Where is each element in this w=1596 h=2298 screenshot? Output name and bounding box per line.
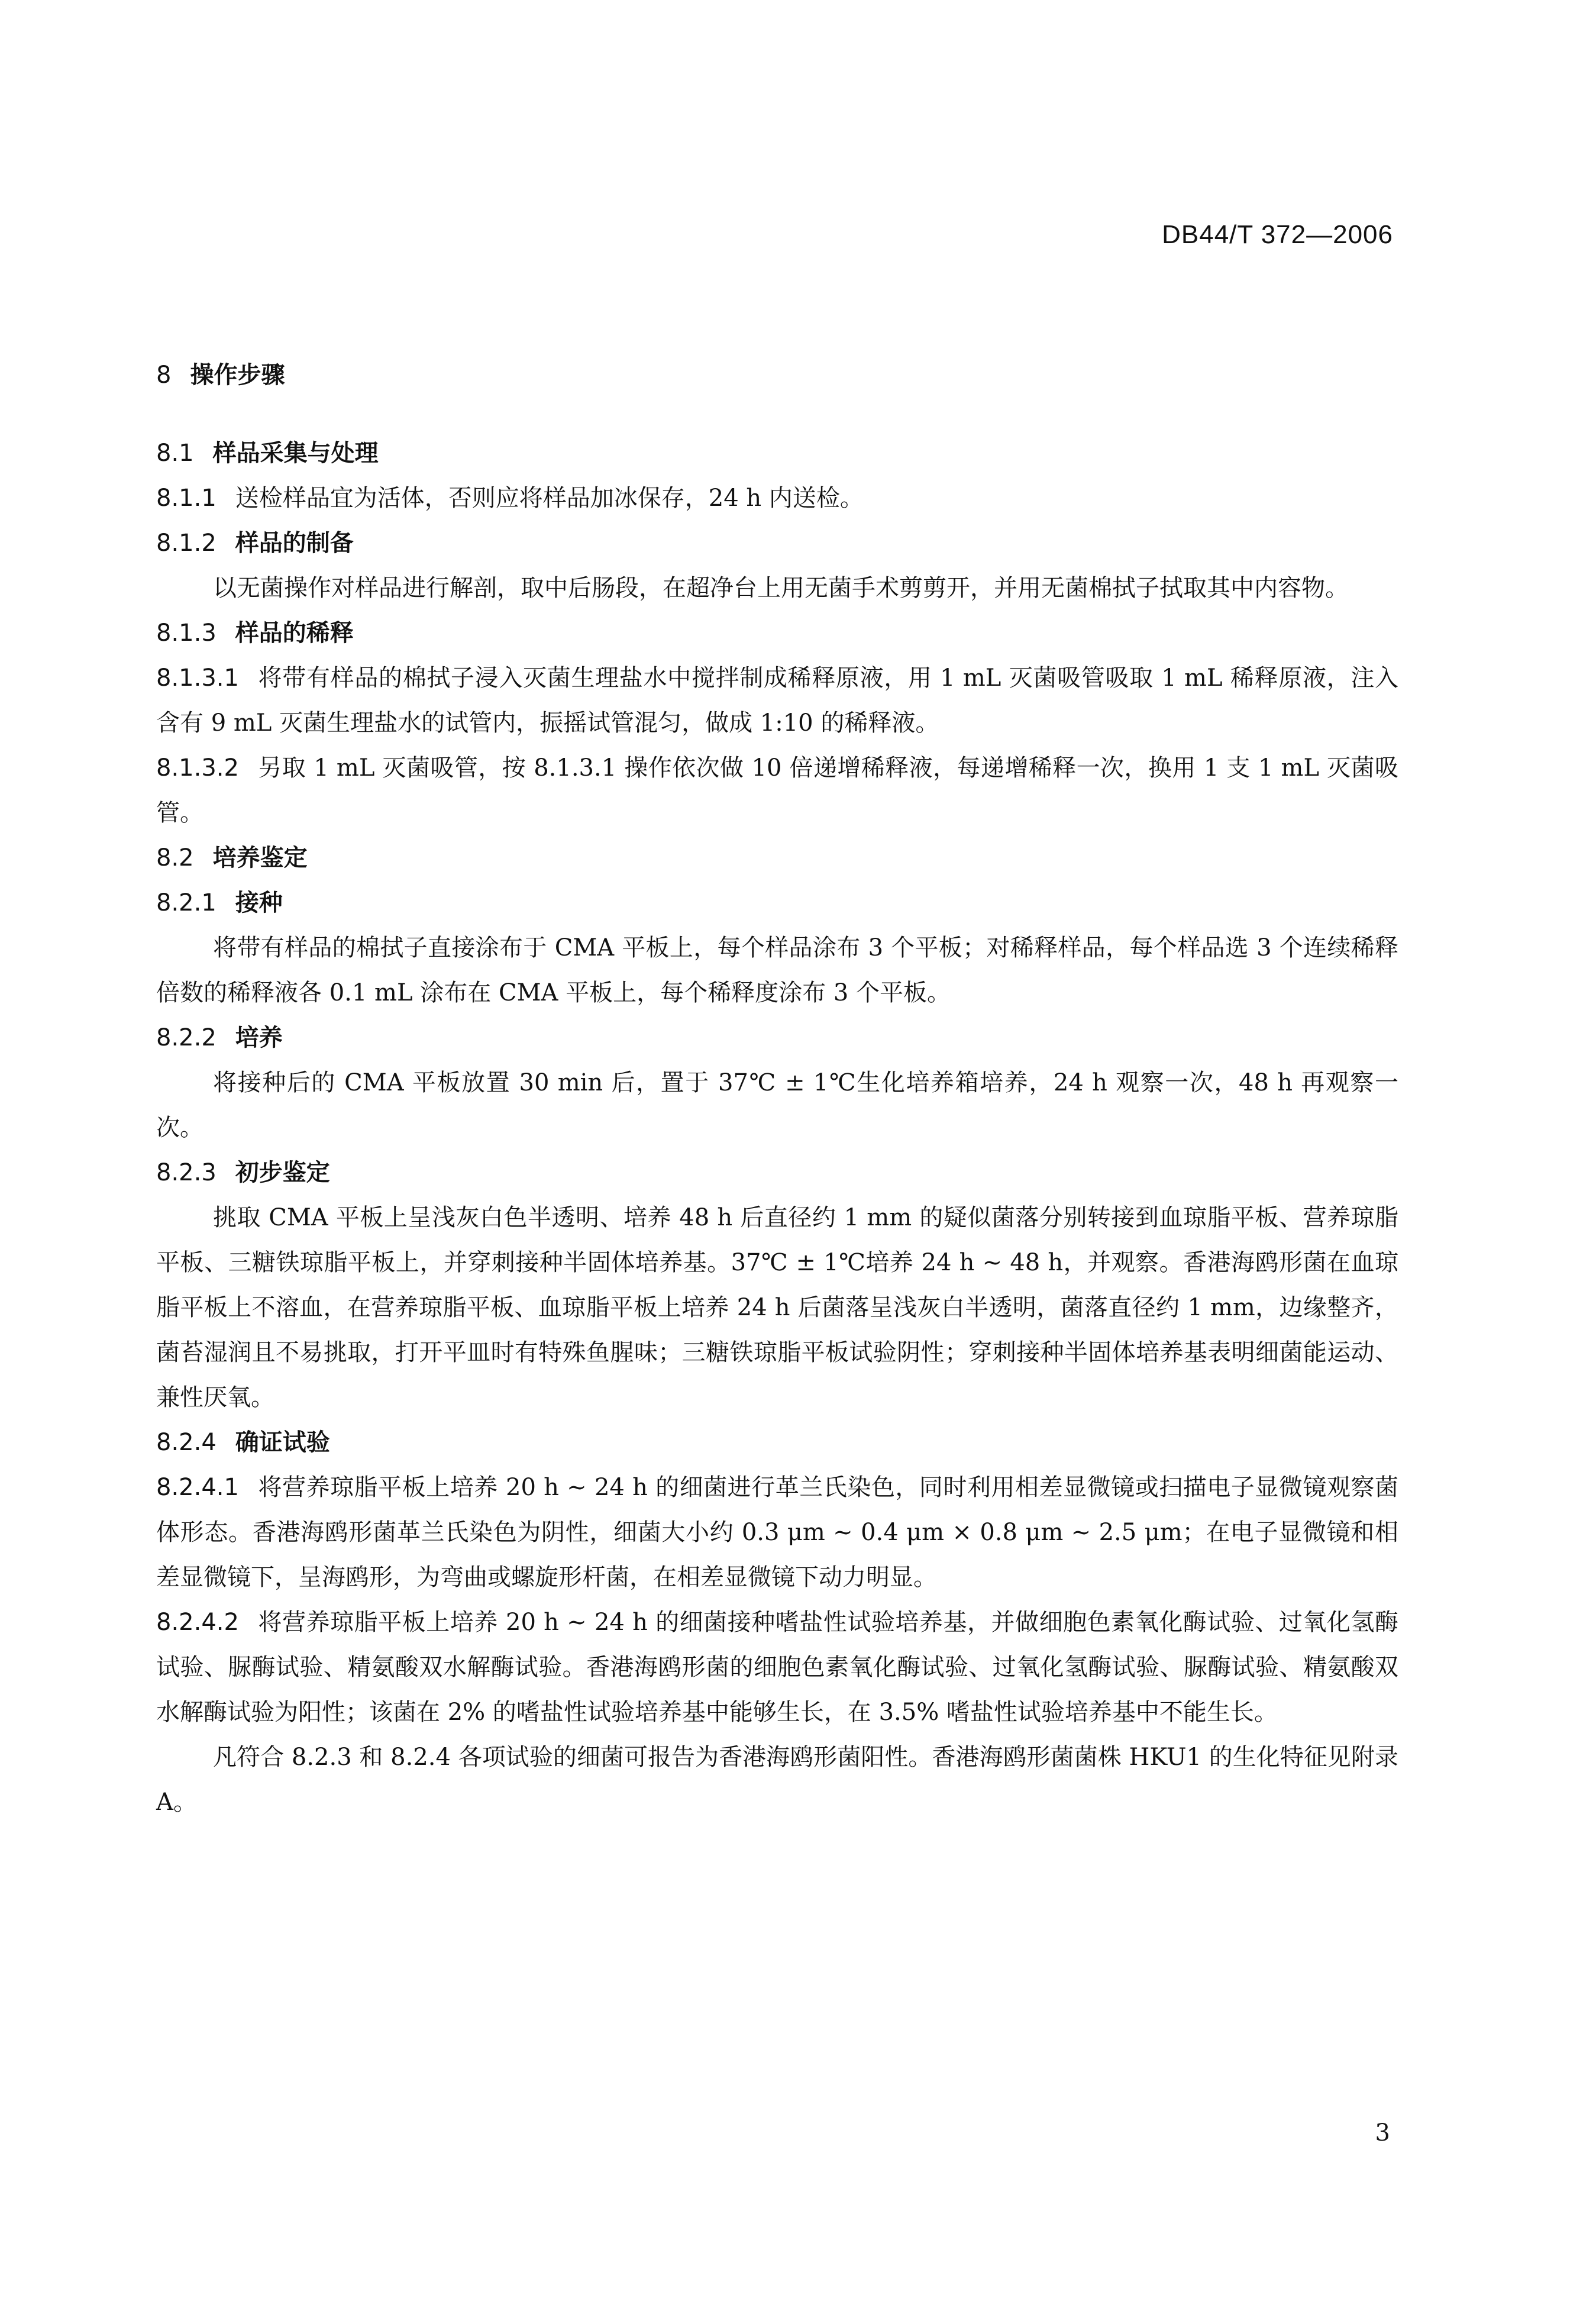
section-8-1-3-1-paragraph — [156, 656, 1398, 745]
conclusion-paragraph: 凡符合 8.2.3 和 8.2.4 各项试验的细菌可报告为香港海鸥形菌阳性。香港海鸥形菌菌株 HKU1 的生化特征见附录 A。 — [156, 1744, 1398, 1816]
section-number: 8.2.2 — [156, 1024, 217, 1051]
section-number: 8.1.3.1 — [156, 664, 239, 692]
section-title: 接种 — [235, 889, 283, 916]
section-number: 8.2.4.1 — [156, 1474, 239, 1501]
section-number: 8.1.3 — [156, 619, 217, 647]
section-8-2-heading — [156, 835, 1398, 880]
section-8-2-1-heading — [156, 880, 1398, 925]
section-title: 培养 — [235, 1024, 283, 1051]
section-title: 确证试验 — [235, 1429, 330, 1456]
paragraph-text: 将带有样品的棉拭子浸入灭菌生理盐水中搅拌制成稀释原液，用 1 mL 灭菌吸管吸取 1 mL 稀释原液，注入含有 9 mL 灭菌生理盐水的试管内，振摇试管混匀，做成 1:10 的稀释液。 — [156, 664, 1398, 737]
section-8-2-4-1-paragraph — [156, 1465, 1398, 1600]
section-8-2-2-heading — [156, 1015, 1398, 1060]
section-number: 8.2 — [156, 844, 194, 872]
section-8-1-3-2-paragraph — [156, 745, 1398, 835]
section-8-2-4-2-paragraph — [156, 1600, 1398, 1735]
section-8-2-4-heading — [156, 1420, 1398, 1465]
section-number: 8.1 — [156, 440, 194, 467]
section-title: 培养鉴定 — [212, 844, 308, 872]
section-8-1-2-paragraph: 以无菌操作对样品进行解剖，取中后肠段，在超净台上用无菌手术剪剪开，并用无菌棉拭子拭取其中内容物。 — [213, 574, 1349, 602]
section-8-1-3-heading — [156, 611, 1398, 656]
document-code: DB44/T 372—2006 — [1162, 220, 1393, 249]
section-number: 8.1.3.2 — [156, 754, 239, 782]
section-title: 初步鉴定 — [235, 1159, 330, 1186]
section-number: 8.2.4.2 — [156, 1609, 239, 1636]
section-8-2-1-paragraph: 将带有样品的棉拭子直接涂布于 CMA 平板上，每个样品涂布 3 个平板；对稀释样品，每个样品选 3 个连续稀释倍数的稀释液各 0.1 mL 涂布在 CMA 平板上，每个稀释度涂布 3 个平板。 — [156, 934, 1398, 1006]
section-8-2-3-paragraph: 挑取 CMA 平板上呈浅灰白色半透明、培养 48 h 后直径约 1 mm 的疑似菌落分别转接到血琼脂平板、营养琼脂平板、三糖铁琼脂平板上，并穿刺接种半固体培养基。37℃ ± 1℃培养 24 h ~ 48 h，并观察。香港海鸥形菌在血琼脂平板上不溶血，在营养琼脂平板、血琼脂平板上培养 24 h 后菌落呈浅灰白半透明，菌落直径约 1 mm，边缘整齐，菌苔湿润且不易挑取，打开平皿时有特殊鱼腥味；三糖铁琼脂平板试验阴性；穿刺接种半固体培养基表明细菌能运动、兼性厌氧。 — [156, 1204, 1398, 1411]
section-number: 8.2.3 — [156, 1159, 217, 1186]
section-number: 8 — [156, 362, 172, 389]
section-title: 样品的制备 — [235, 530, 354, 557]
section-title: 操作步骤 — [190, 362, 285, 389]
paragraph-text: 将营养琼脂平板上培养 20 h ~ 24 h 的细菌接种嗜盐性试验培养基，并做细胞色素氧化酶试验、过氧化氢酶试验、脲酶试验、精氨酸双水解酶试验。香港海鸥形菌的细胞色素氧化酶试验、过氧化氢酶试验、脲酶试验、精氨酸双水解酶试验为阳性；该菌在 2% 的嗜盐性试验培养基中能够生长，在 3.5% 嗜盐性试验培养基中不能生长。 — [156, 1609, 1398, 1726]
document-body — [156, 353, 1398, 1825]
section-title: 样品采集与处理 — [212, 440, 379, 467]
section-8-2-2-paragraph: 将接种后的 CMA 平板放置 30 min 后，置于 37℃ ± 1℃生化培养箱培养，24 h 观察一次，48 h 再观察一次。 — [156, 1069, 1398, 1141]
section-number: 8.2.4 — [156, 1429, 217, 1456]
section-8-1-2-heading — [156, 521, 1398, 566]
section-number: 8.2.1 — [156, 889, 217, 916]
section-number: 8.1.2 — [156, 530, 217, 557]
section-8-1-1-paragraph — [156, 476, 1398, 521]
section-8-heading — [156, 353, 1398, 398]
page-number: 3 — [1375, 2119, 1390, 2147]
paragraph-text: 另取 1 mL 灭菌吸管，按 8.1.3.1 操作依次做 10 倍递增稀释液，每递增稀释一次，换用 1 支 1 mL 灭菌吸管。 — [156, 754, 1398, 827]
section-number: 8.1.1 — [156, 485, 217, 512]
section-8-1-heading — [156, 431, 1398, 476]
paragraph-text: 将营养琼脂平板上培养 20 h ~ 24 h 的细菌进行革兰氏染色，同时利用相差显微镜或扫描电子显微镜观察菌体形态。香港海鸥形菌革兰氏染色为阴性，细菌大小约 0.3 μm ~ 0.4 μm × 0.8 μm ~ 2.5 μm；在电子显微镜和相差显微镜下，呈海鸥形，为弯曲或螺旋形杆菌，在相差显微镜下动力明显。 — [156, 1474, 1398, 1591]
paragraph-text: 送检样品宜为活体，否则应将样品加冰保存，24 h 内送检。 — [235, 485, 864, 512]
section-title: 样品的稀释 — [235, 619, 354, 647]
section-8-2-3-heading — [156, 1150, 1398, 1195]
